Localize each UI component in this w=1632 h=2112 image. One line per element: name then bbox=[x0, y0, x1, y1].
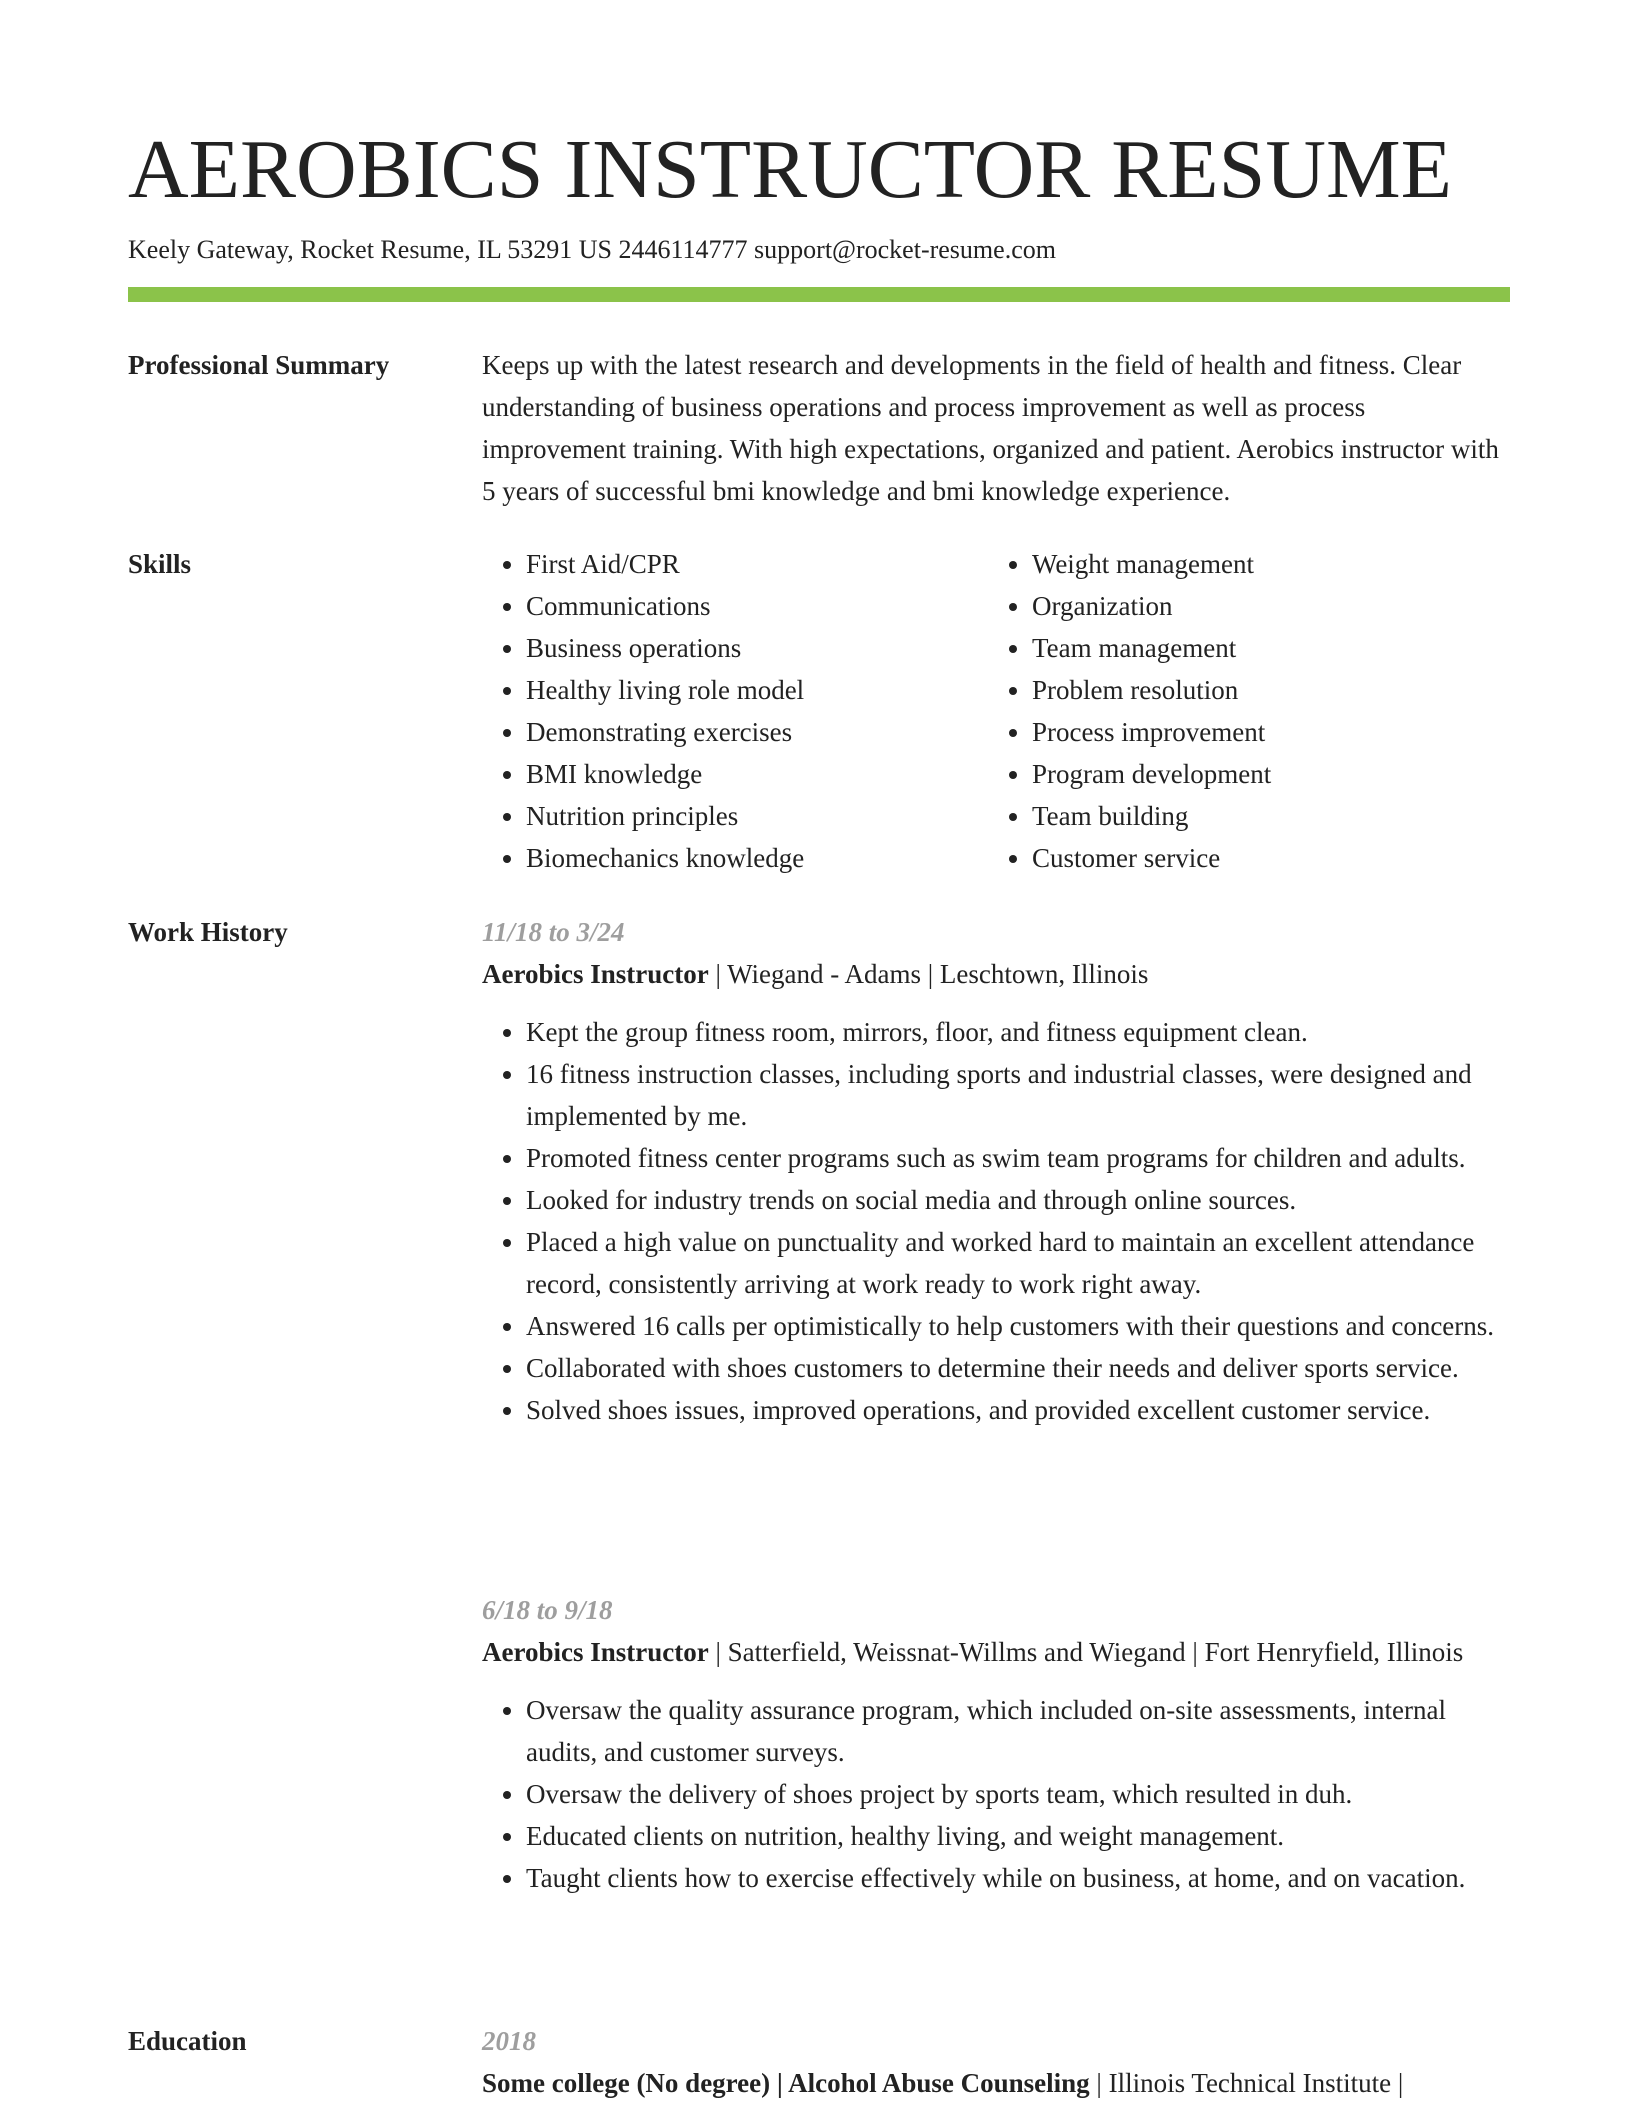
job-details: | Satterfield, Weissnat-Willms and Wiegand | Fort Henryfield, Illinois bbox=[708, 1637, 1464, 1667]
summary-text: Keeps up with the latest research and developments in the field of health and fitness. Clear understanding of business operations and process improvement as well as process improvement training. With high expectations, organized and patient. Aerobics instructor with 5 years of successful bmi knowledge and bmi knowledge experience. bbox=[482, 350, 1499, 506]
job-bullet: • Taught clients how to exercise effectively while on business, at home, and on vacation. bbox=[526, 1857, 1514, 1899]
job-title: Aerobics Instructor bbox=[482, 959, 709, 989]
skill-item: • Biomechanics knowledge bbox=[526, 837, 988, 879]
skill-item: • Nutrition principles bbox=[526, 795, 988, 837]
job-title: Aerobics Instructor bbox=[482, 1637, 709, 1667]
job-bullet: • Educated clients on nutrition, healthy living, and weight management. bbox=[526, 1815, 1514, 1857]
skill-item: • BMI knowledge bbox=[526, 753, 988, 795]
skill-item: • Healthy living role model bbox=[526, 669, 988, 711]
skill-item: • Program development bbox=[1032, 753, 1494, 795]
job-bullet: • 16 fitness instruction classes, including sports and industrial classes, were designed and implemented by me. bbox=[526, 1053, 1514, 1137]
job-heading bbox=[482, 953, 1514, 995]
education-year: 2018 bbox=[482, 2026, 536, 2056]
skill-item: • Customer service bbox=[1032, 837, 1494, 879]
job-bullets bbox=[482, 1011, 1514, 1431]
education-heading bbox=[482, 2062, 1514, 2104]
skill-item: • Demonstrating exercises bbox=[526, 711, 988, 753]
section-label-work: Work History bbox=[128, 917, 288, 947]
job-bullet: • Promoted fitness center programs such as swim team programs for children and adults. bbox=[526, 1137, 1514, 1179]
skill-item: • Problem resolution bbox=[1032, 669, 1494, 711]
section-label-skills: Skills bbox=[128, 549, 192, 579]
section-label-education: Education bbox=[128, 2026, 247, 2056]
skills-list-right bbox=[988, 543, 1494, 879]
skill-item: • Organization bbox=[1032, 585, 1494, 627]
skill-item: • Communications bbox=[526, 585, 988, 627]
job-bullet: • Placed a high value on punctuality and worked hard to maintain an excellent attendance record, consistently arriving at work ready to work right away. bbox=[526, 1221, 1514, 1305]
skills-list-left bbox=[482, 543, 988, 879]
job-dates: 6/18 to 9/18 bbox=[482, 1595, 613, 1625]
job-bullet: • Oversaw the delivery of shoes project by sports team, which resulted in duh. bbox=[526, 1773, 1514, 1815]
skill-item: • Business operations bbox=[526, 627, 988, 669]
skill-item: • Team building bbox=[1032, 795, 1494, 837]
job-details: | Wiegand - Adams | Leschtown, Illinois bbox=[708, 959, 1149, 989]
contact-line: Keely Gateway, Rocket Resume, IL 53291 US 2446114777 support@rocket-resume.com bbox=[128, 235, 1056, 264]
job-bullet: • Answered 16 calls per optimistically to help customers with their questions and concerns. bbox=[526, 1305, 1514, 1347]
skill-item: • Weight management bbox=[1032, 543, 1494, 585]
job-heading bbox=[482, 1631, 1514, 1673]
job-dates: 11/18 to 3/24 bbox=[482, 917, 625, 947]
skill-item: • First Aid/CPR bbox=[526, 543, 988, 585]
job-bullet: • Looked for industry trends on social media and through online sources. bbox=[526, 1179, 1514, 1221]
education-school: | Illinois Technical Institute | bbox=[1089, 2068, 1404, 2098]
job-entry bbox=[482, 911, 1514, 1431]
job-bullet: • Collaborated with shoes customers to determine their needs and deliver sports service. bbox=[526, 1347, 1514, 1389]
skill-item: • Team management bbox=[1032, 627, 1494, 669]
job-bullet: • Oversaw the quality assurance program, which included on-site assessments, internal audits, and customer surveys. bbox=[526, 1689, 1514, 1773]
skill-item: • Process improvement bbox=[1032, 711, 1494, 753]
section-label-summary: Professional Summary bbox=[128, 350, 390, 380]
job-entry bbox=[482, 1589, 1514, 1899]
resume-title: AEROBICS INSTRUCTOR RESUME bbox=[128, 123, 1452, 216]
education-degree: Some college (No degree) | Alcohol Abuse Counseling bbox=[482, 2068, 1090, 2098]
job-bullets bbox=[482, 1689, 1514, 1899]
accent-divider bbox=[128, 287, 1510, 302]
job-bullet: • Solved shoes issues, improved operations, and provided excellent customer service. bbox=[526, 1389, 1514, 1431]
job-bullet: • Kept the group fitness room, mirrors, floor, and fitness equipment clean. bbox=[526, 1011, 1514, 1053]
